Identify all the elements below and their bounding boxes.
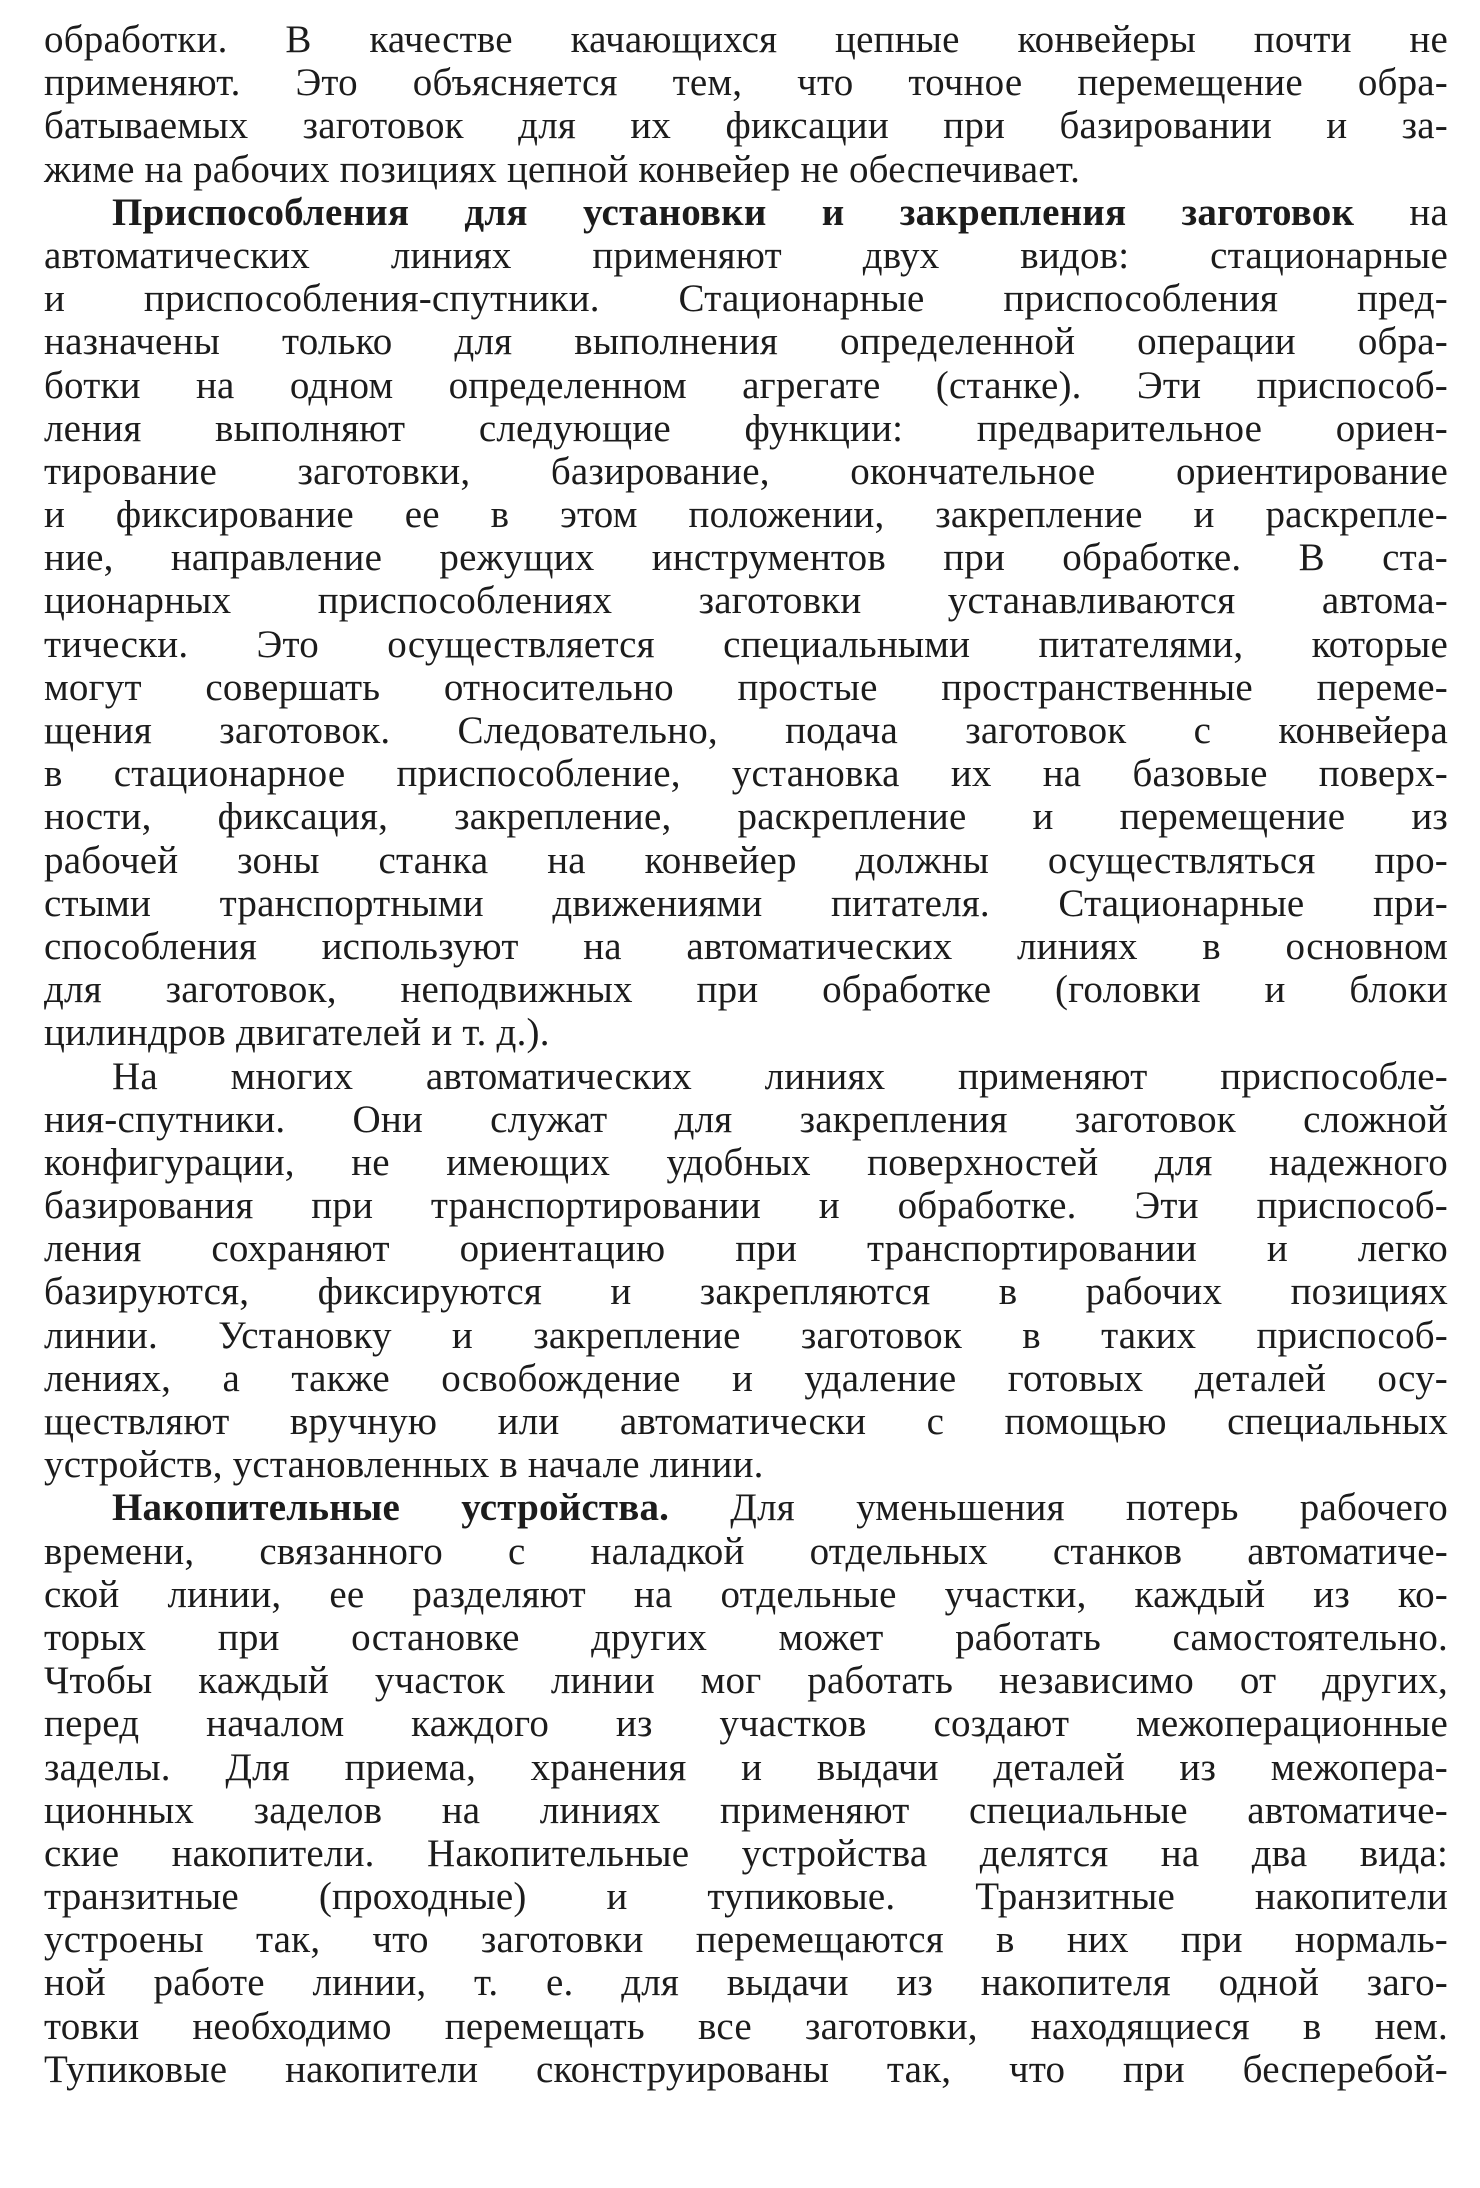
line-text: в стационарное приспособление, установка их на базовые поверх-	[44, 752, 1448, 796]
text-line	[44, 623, 1448, 666]
text-line	[44, 2048, 1448, 2091]
text-line	[44, 579, 1448, 622]
text-line	[44, 536, 1448, 579]
text-line	[44, 1875, 1448, 1918]
line-text: ционарных приспособлениях заготовки устанавливаются автома-	[44, 579, 1448, 623]
text-line	[44, 191, 1448, 234]
line-text: ботки на одном определенном агрегате (станке). Эти приспособ-	[44, 363, 1448, 407]
line-text: ние, направление режущих инструментов при обработке. В ста-	[44, 536, 1448, 580]
text-line	[44, 148, 1448, 191]
text-line	[44, 1702, 1448, 1745]
text-line	[44, 1141, 1448, 1184]
line-text: тирование заготовки, базирование, окончательное ориентирование	[44, 449, 1448, 493]
line-text: времени, связанного с наладкой отдельных станков автоматиче-	[44, 1529, 1448, 1573]
text-line	[44, 1227, 1448, 1270]
line-text: линии. Установку и закрепление заготовок в таких приспособ-	[44, 1313, 1448, 1357]
line-text: конфигурации, не имеющих удобных поверхностей для надежного	[44, 1140, 1448, 1184]
line-text: устройств, установленных в начале линии.	[44, 1443, 764, 1487]
text-line	[44, 752, 1448, 795]
text-line	[44, 1270, 1448, 1313]
line-text: базирования при транспортировании и обработке. Эти приспособ-	[44, 1184, 1448, 1228]
text-line	[44, 1832, 1448, 1875]
text-line	[44, 1314, 1448, 1357]
text-line	[44, 407, 1448, 450]
line-text: Тупиковые накопители сконструированы так, что при бесперебой-	[44, 2047, 1448, 2091]
text-line	[44, 1184, 1448, 1227]
line-text: и фиксирование ее в этом положении, закрепление и раскрепле-	[44, 493, 1448, 537]
line-text: ской линии, ее разделяют на отдельные участки, каждый из ко-	[44, 1572, 1448, 1616]
text-line	[44, 1573, 1448, 1616]
line-text: заделы. Для приема, хранения и выдачи деталей из межопера-	[44, 1745, 1448, 1789]
line-text: ления сохраняют ориентацию при транспортировании и легко	[44, 1227, 1448, 1271]
text-line	[44, 1659, 1448, 1702]
text-line	[44, 968, 1448, 1011]
line-text: лениях, а также освобождение и удаление готовых деталей осу-	[44, 1356, 1448, 1400]
line-text: жиме на рабочих позициях цепной конвейер не обеспечивает.	[44, 147, 1081, 191]
line-text: На многих автоматических линиях применяют приспособле-	[112, 1054, 1448, 1098]
line-text: ские накопители. Накопительные устройства делятся на два вида:	[44, 1831, 1448, 1875]
text-line	[44, 839, 1448, 882]
line-text: автоматических линиях применяют двух видов: стационарные	[44, 233, 1448, 277]
line-text: рабочей зоны станка на конвейер должны осуществляться про-	[44, 838, 1448, 882]
text-line	[44, 1530, 1448, 1573]
text-line	[44, 1746, 1448, 1789]
text-line	[44, 1357, 1448, 1400]
text-line	[44, 320, 1448, 363]
line-text: применяют. Это объясняется тем, что точное перемещение обра-	[44, 61, 1448, 105]
line-text: цилиндров двигателей и т. д.).	[44, 1011, 550, 1055]
text-line	[44, 1918, 1448, 1961]
text-line	[44, 1400, 1448, 1443]
text-line	[44, 104, 1448, 147]
text-line	[44, 882, 1448, 925]
line-text: торых при остановке других может работать самостоятельно.	[44, 1615, 1448, 1659]
line-text: Чтобы каждый участок линии мог работать независимо от других,	[44, 1659, 1448, 1703]
line-text: батываемых заготовок для их фиксации при базировании и за-	[44, 104, 1448, 148]
line-text: ния-спутники. Они служат для закрепления заготовок сложной	[44, 1097, 1448, 1141]
line-text: способления используют на автоматических линиях в основном	[44, 924, 1448, 968]
text-line	[44, 1055, 1448, 1098]
text-line	[44, 1098, 1448, 1141]
line-text: стыми транспортными движениями питателя. Стационарные при-	[44, 881, 1448, 925]
line-text: ной работе линии, т. е. для выдачи из накопителя одной заго-	[44, 1961, 1448, 2005]
section-heading: Накопительные устройства.	[112, 1486, 670, 1530]
text-line	[44, 364, 1448, 407]
text-line	[44, 666, 1448, 709]
line-text: назначены только для выполнения определенной операции обра-	[44, 320, 1448, 364]
line-text: ления выполняют следующие функции: предварительное ориен-	[44, 406, 1448, 450]
line-text: ществляют вручную или автоматически с помощью специальных	[44, 1400, 1448, 1443]
paragraph	[44, 1055, 1448, 1487]
line-text: и приспособления-спутники. Стационарные приспособления пред-	[44, 277, 1448, 321]
text-line	[44, 1011, 1448, 1054]
line-text: Для уменьшения потерь рабочего	[669, 1486, 1448, 1530]
text-line	[44, 1486, 1448, 1529]
line-text: тически. Это осуществляется специальными питателями, которые	[44, 622, 1448, 666]
text-line	[44, 1443, 1448, 1486]
paragraph	[44, 1486, 1448, 2091]
text-line	[44, 709, 1448, 752]
line-text: товки необходимо перемещать все заготовки, находящиеся в нем.	[44, 2004, 1448, 2048]
text-line	[44, 234, 1448, 277]
line-text: на	[1354, 190, 1448, 234]
section-heading: Приспособления для установки и закрепления заготовок	[112, 190, 1355, 234]
line-text: ности, фиксация, закрепление, раскрепление и перемещение из	[44, 795, 1448, 839]
text-line	[44, 450, 1448, 493]
text-line	[44, 493, 1448, 536]
text-line	[44, 795, 1448, 838]
text-line	[44, 925, 1448, 968]
line-text: базируются, фиксируются и закрепляются в рабочих позициях	[44, 1270, 1448, 1314]
line-text: транзитные (проходные) и тупиковые. Транзитные накопители	[44, 1875, 1448, 1919]
text-line	[44, 61, 1448, 104]
line-text: устроены так, что заготовки перемещаются в них при нормаль-	[44, 1918, 1448, 1962]
text-line	[44, 277, 1448, 320]
line-text: перед началом каждого из участков создают межоперационные	[44, 1702, 1448, 1746]
text-line	[44, 18, 1448, 61]
line-text: для заготовок, неподвижных при обработке (головки и блоки	[44, 968, 1448, 1012]
line-text: ционных заделов на линиях применяют специальные автоматиче-	[44, 1788, 1448, 1832]
text-line	[44, 1789, 1448, 1832]
line-text: обработки. В качестве качающихся цепные конвейеры почти не	[44, 18, 1448, 61]
line-text: могут совершать относительно простые пространственные переме-	[44, 665, 1448, 709]
text-line	[44, 2005, 1448, 2048]
line-text: щения заготовок. Следовательно, подача заготовок с конвейера	[44, 709, 1448, 752]
text-line	[44, 1616, 1448, 1659]
document-page	[44, 18, 1448, 2091]
paragraph	[44, 18, 1448, 191]
text-line	[44, 1961, 1448, 2004]
paragraph	[44, 191, 1448, 1055]
